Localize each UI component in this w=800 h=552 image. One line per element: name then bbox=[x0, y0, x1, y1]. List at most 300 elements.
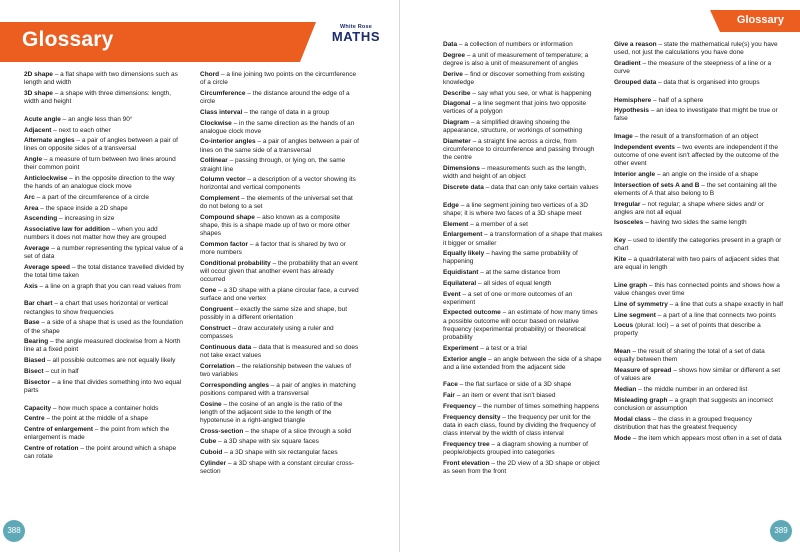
glossary-entry bbox=[200, 428, 360, 436]
glossary-entry bbox=[614, 107, 784, 123]
glossary-term: Line segment bbox=[614, 311, 656, 319]
glossary-definition: – a factor that is shared by two or more numbers bbox=[200, 241, 346, 257]
glossary-definition: – a 3D shape with six square faces bbox=[216, 438, 319, 446]
glossary-term: Cube bbox=[200, 438, 217, 446]
glossary-definition: – an angle on the inside of a shape bbox=[655, 170, 759, 178]
glossary-entry bbox=[443, 291, 603, 307]
glossary-term: Biased bbox=[24, 357, 46, 365]
glossary-term: Locus bbox=[614, 322, 634, 330]
glossary-term: Line graph bbox=[614, 281, 648, 289]
glossary-term: Circumference bbox=[200, 89, 246, 97]
glossary-definition: – a member of a set bbox=[468, 220, 528, 228]
glossary-term: Base bbox=[24, 319, 40, 327]
glossary-term: Alternate angles bbox=[24, 137, 75, 145]
glossary-entry bbox=[443, 250, 603, 266]
glossary-definition: – a side of a shape that is used as the foundation of the shape bbox=[24, 319, 184, 335]
glossary-term: 3D shape bbox=[24, 89, 53, 97]
glossary-definition: – having two sides the same length bbox=[643, 219, 747, 227]
glossary-term: Exterior angle bbox=[443, 355, 487, 363]
glossary-entry bbox=[200, 109, 360, 117]
glossary-entry bbox=[614, 133, 784, 141]
glossary-entry bbox=[443, 165, 603, 181]
glossary-definition: – a chart that uses horizontal or vertical rectangles to show frequencies bbox=[24, 300, 168, 316]
glossary-term: Edge bbox=[443, 201, 459, 209]
glossary-term: Construct bbox=[200, 324, 231, 332]
glossary-entry bbox=[443, 119, 603, 135]
glossary-definition: – the range of data in a group bbox=[242, 108, 330, 116]
glossary-definition: – two events are independent if the outcome of one event isn't affected by the outcome of the other event bbox=[614, 143, 779, 168]
glossary-definition: – a number representing the typical value of a set of data bbox=[24, 244, 184, 261]
section-spacer bbox=[614, 90, 784, 97]
glossary-definition: – the item which appears most often in a set of data bbox=[630, 434, 782, 442]
glossary-entry bbox=[24, 215, 184, 223]
glossary-term: Expected outcome bbox=[443, 309, 501, 317]
glossary-term: Interior angle bbox=[614, 170, 656, 178]
glossary-entry bbox=[24, 245, 184, 261]
glossary-entry bbox=[200, 120, 360, 136]
glossary-entry bbox=[443, 52, 603, 68]
glossary-tab bbox=[720, 10, 800, 32]
glossary-term: Cosine bbox=[200, 400, 222, 408]
glossary-term: Centre of rotation bbox=[24, 444, 79, 452]
glossary-entry bbox=[614, 60, 784, 76]
glossary-term: Cylinder bbox=[200, 459, 227, 467]
glossary-term: Experiment bbox=[443, 344, 479, 352]
glossary-entry bbox=[24, 300, 184, 316]
glossary-term: Element bbox=[443, 220, 469, 228]
glossary-entry bbox=[200, 176, 360, 192]
glossary-entry bbox=[443, 309, 603, 342]
glossary-definition: – when you add numbers it does not matter how they are grouped bbox=[24, 226, 166, 242]
glossary-definition: – the flat surface or side of a 3D shape bbox=[457, 381, 572, 389]
glossary-term: Average bbox=[24, 244, 50, 252]
glossary-definition: – data that is organised into groups bbox=[656, 78, 760, 86]
glossary-term: Line of symmetry bbox=[614, 300, 668, 308]
glossary-entry bbox=[443, 41, 603, 49]
glossary-definition: – find or discover something from existing knowledge bbox=[443, 70, 585, 86]
glossary-definition: – the result of sharing the total of a set of data equally between them bbox=[614, 348, 765, 364]
glossary-entry bbox=[614, 386, 784, 394]
page-number-left: 388 bbox=[3, 520, 25, 542]
glossary-definition: – a 3D shape with six rectangular faces bbox=[222, 449, 338, 457]
glossary-term: Area bbox=[24, 204, 39, 212]
logo-main-text: MATHS bbox=[331, 29, 381, 44]
glossary-definition: – next to each other bbox=[51, 126, 111, 134]
glossary-term: Adjacent bbox=[24, 126, 52, 134]
glossary-definition: – a line joining two points on the circumference of a circle bbox=[200, 71, 357, 87]
glossary-term: Ascending bbox=[24, 215, 58, 223]
glossary-term: Enlargement bbox=[443, 231, 483, 239]
glossary-definition: – the point from which the enlargement is made bbox=[24, 425, 170, 442]
section-spacer bbox=[614, 230, 784, 237]
glossary-term: Axis bbox=[24, 282, 38, 290]
glossary-entry bbox=[614, 219, 784, 227]
glossary-entry bbox=[24, 194, 184, 202]
glossary-entry bbox=[200, 71, 360, 87]
glossary-entry bbox=[443, 381, 603, 389]
glossary-entry bbox=[614, 79, 784, 87]
glossary-entry bbox=[443, 71, 603, 87]
glossary-definition: – a line segment joining two vertices of a 3D shape; it is where two faces of a 3D shape meet bbox=[443, 201, 588, 217]
glossary-definition: – the middle number in an ordered list bbox=[636, 386, 748, 393]
glossary-term: Event bbox=[443, 290, 461, 298]
glossary-term: Equally likely bbox=[443, 250, 485, 258]
glossary-term: Cross-section bbox=[200, 427, 244, 435]
glossary-entry bbox=[200, 260, 360, 285]
section-spacer bbox=[24, 398, 184, 405]
section-spacer bbox=[614, 126, 784, 133]
glossary-definition: – the point at the middle of a shape bbox=[44, 415, 148, 423]
glossary-term: Centre of enlargement bbox=[24, 425, 93, 433]
glossary-term: Hemisphere bbox=[614, 96, 652, 104]
glossary-definition: – not regular; a shape where sides and/ or angles are not all equal bbox=[614, 200, 764, 216]
section-spacer bbox=[24, 109, 184, 116]
glossary-entry bbox=[443, 356, 603, 372]
glossary-entry bbox=[24, 338, 184, 354]
glossary-entry bbox=[614, 237, 784, 253]
glossary-column bbox=[614, 41, 784, 445]
glossary-definition: – a transformation of a shape that makes it bigger or smaller bbox=[443, 231, 603, 247]
section-spacer bbox=[443, 374, 603, 381]
glossary-term: Misleading graph bbox=[614, 396, 668, 404]
glossary-definition: – state the mathematical rule(s) you have used, not just the calculations you have done bbox=[614, 41, 778, 57]
glossary-definition: – the set containing all the elements of A that also belong to B bbox=[614, 181, 777, 197]
glossary-definition: – a pair of angles between a pair of lines on the same side of a transversal bbox=[200, 138, 359, 154]
glossary-entry bbox=[200, 287, 360, 303]
glossary-definition: – an angle between the side of a shape and a line extended from the adjacent side bbox=[443, 355, 602, 371]
glossary-definition: – a test or a trial bbox=[478, 344, 527, 352]
glossary-term: Collinear bbox=[200, 157, 228, 165]
glossary-entry bbox=[614, 182, 784, 198]
glossary-term: Intersection of sets A and B bbox=[614, 181, 700, 189]
page-number-right: 389 bbox=[770, 520, 792, 542]
glossary-definition: – exactly the same size and shape, but possibly in a different orientation bbox=[200, 306, 348, 322]
glossary-term: Acute angle bbox=[24, 115, 61, 123]
glossary-term: Mean bbox=[614, 348, 631, 356]
glossary-entry bbox=[443, 90, 603, 98]
glossary-definition: – at the same distance from bbox=[478, 269, 561, 277]
glossary-entry bbox=[24, 116, 184, 124]
glossary-entry bbox=[24, 426, 184, 442]
glossary-definition: – the space inside a 2D shape bbox=[38, 204, 128, 212]
glossary-entry bbox=[443, 345, 603, 353]
glossary-definition: – an estimate of how many times a possible outcome will occur based on relative frequency (experimental probability) or theoretical probability bbox=[443, 309, 598, 342]
glossary-term: Cone bbox=[200, 287, 217, 295]
glossary-definition: – in the opposite direction to the way the hands of an analogue clock move bbox=[24, 175, 175, 191]
section-spacer bbox=[614, 275, 784, 282]
glossary-term: 2D shape bbox=[24, 71, 53, 78]
glossary-column bbox=[200, 71, 360, 479]
glossary-term: Chord bbox=[200, 71, 220, 78]
glossary-term: Complement bbox=[200, 195, 240, 203]
glossary-term: Mode bbox=[614, 434, 631, 442]
glossary-entry bbox=[614, 97, 784, 105]
glossary-term: Frequency bbox=[443, 402, 476, 410]
glossary-entry bbox=[24, 379, 184, 395]
glossary-term: Face bbox=[443, 381, 458, 389]
glossary-definition: – a 3D shape with a plane circular face, a curved surface and one vertex bbox=[200, 287, 359, 303]
glossary-definition: – a quadrilateral with two pairs of adjacent sides that are equal in length bbox=[614, 256, 780, 272]
glossary-term: Bearing bbox=[24, 338, 49, 346]
glossary-entry bbox=[614, 312, 784, 320]
glossary-definition: – half of a sphere bbox=[651, 96, 704, 104]
glossary-entry bbox=[200, 460, 360, 476]
tab-label: Glossary bbox=[736, 14, 784, 26]
glossary-definition: – a measure of turn between two lines around their common point bbox=[24, 156, 176, 172]
glossary-entry bbox=[200, 401, 360, 426]
glossary-definition: – all possible outcomes are not equally likely bbox=[45, 357, 176, 365]
glossary-term: Isosceles bbox=[614, 219, 644, 227]
glossary-definition: – the point around which a shape can rotate bbox=[24, 444, 177, 461]
glossary-definition: – data that can only take certain values bbox=[483, 184, 599, 192]
glossary-entry bbox=[443, 280, 603, 288]
glossary-term: Fair bbox=[443, 392, 455, 400]
glossary-entry bbox=[24, 445, 184, 461]
glossary-entry bbox=[443, 231, 603, 247]
glossary-entry bbox=[24, 71, 184, 87]
glossary-entry bbox=[24, 415, 184, 423]
glossary-term: Diameter bbox=[443, 138, 471, 146]
glossary-definition: – having the same probability of happening bbox=[443, 250, 578, 266]
glossary-term: Grouped data bbox=[614, 78, 657, 86]
glossary-entry bbox=[614, 301, 784, 309]
glossary-definition: – the frequency per unit for the data in each class, found by dividing the frequency of class interval by the width of class interval bbox=[443, 413, 596, 437]
glossary-entry bbox=[200, 363, 360, 379]
glossary-term: Arc bbox=[24, 193, 35, 201]
glossary-entry bbox=[443, 403, 603, 411]
glossary-entry bbox=[200, 382, 360, 398]
glossary-definition: – the relationship between the values of two variables bbox=[200, 362, 352, 378]
glossary-entry bbox=[443, 414, 603, 439]
glossary-term: Measure of spread bbox=[614, 367, 672, 375]
glossary-term: Equidistant bbox=[443, 269, 479, 277]
glossary-entry bbox=[24, 357, 184, 365]
glossary-entry bbox=[200, 438, 360, 446]
glossary-term: Gradient bbox=[614, 59, 641, 67]
glossary-term: Co-interior angles bbox=[200, 138, 256, 146]
glossary-term: Column vector bbox=[200, 176, 246, 184]
glossary-term: Conditional probability bbox=[200, 260, 271, 268]
glossary-definition: – an item or event that isn't biased bbox=[454, 392, 556, 400]
section-spacer bbox=[443, 195, 603, 202]
glossary-definition: – cut in half bbox=[43, 367, 79, 375]
glossary-entry bbox=[24, 90, 184, 106]
glossary-term: Key bbox=[614, 237, 626, 245]
glossary-definition: – a collection of numbers or information bbox=[457, 41, 573, 48]
glossary-entry bbox=[24, 127, 184, 135]
glossary-entry bbox=[614, 282, 784, 298]
glossary-entry bbox=[443, 184, 603, 192]
glossary-definition: – a line that cuts a shape exactly in half bbox=[667, 300, 784, 308]
glossary-entry bbox=[200, 344, 360, 360]
glossary-definition: – a graph that suggests an incorrect conclusion or assumption bbox=[614, 396, 773, 412]
glossary-entry bbox=[24, 175, 184, 191]
glossary-definition: – used to identify the categories present in a graph or chart bbox=[614, 237, 782, 253]
glossary-term: Bisector bbox=[24, 378, 51, 386]
glossary-entry bbox=[200, 449, 360, 457]
glossary-term: Hypothesis bbox=[614, 107, 650, 115]
page-title: Glossary bbox=[22, 28, 114, 51]
glossary-term: Associative law for addition bbox=[24, 226, 110, 234]
glossary-term: Class interval bbox=[200, 108, 243, 116]
glossary-term: Bisect bbox=[24, 367, 44, 375]
glossary-entry bbox=[200, 90, 360, 106]
glossary-entry bbox=[24, 156, 184, 172]
glossary-definition: – draw accurately using a ruler and compasses bbox=[200, 324, 334, 341]
glossary-term: Diagram bbox=[443, 119, 470, 127]
glossary-term: Anticlockwise bbox=[24, 175, 68, 183]
glossary-definition: – also known as a composite shape, this is a shape made up of two or more other shapes bbox=[200, 214, 350, 238]
glossary-definition: – a line that divides something into two equal parts bbox=[24, 378, 182, 394]
glossary-entry bbox=[443, 202, 603, 218]
glossary-definition: – the 2D view of a 3D shape or object as seen from the front bbox=[443, 459, 600, 475]
glossary-definition: – a unit of measurement of temperature; a degree is also a unit of measurement of angles bbox=[443, 51, 589, 67]
glossary-definition: – a simplified drawing showing the appearance, structure, or workings of something bbox=[443, 119, 583, 135]
glossary-definition: – say what you see, or what is happening bbox=[470, 89, 592, 97]
glossary-definition: – a pair of angles in matching positions compared with a transversal bbox=[200, 381, 356, 397]
right-page bbox=[400, 0, 800, 552]
glossary-definition: (plural: loci) – a set of points that describe a property bbox=[614, 322, 761, 338]
glossary-definition: – a pair of angles between a pair of lines on opposite sides of a transversal bbox=[24, 137, 178, 153]
glossary-entry bbox=[200, 195, 360, 211]
glossary-entry bbox=[614, 41, 784, 57]
glossary-term: Average speed bbox=[24, 263, 71, 271]
glossary-entry bbox=[614, 201, 784, 217]
glossary-term: Describe bbox=[443, 89, 471, 97]
glossary-definition: – all sides of equal length bbox=[476, 279, 552, 287]
glossary-definition: – the cosine of an angle is the ratio of the length of the adjacent side to the length of the hypotenuse in a right-angled triangle bbox=[200, 400, 343, 425]
glossary-definition: – an angle less than 90° bbox=[60, 115, 133, 123]
glossary-entry bbox=[443, 138, 603, 163]
section-spacer bbox=[24, 293, 184, 300]
glossary-entry bbox=[614, 322, 784, 338]
glossary-term: Modal class bbox=[614, 415, 651, 423]
glossary-definition: – increasing in size bbox=[57, 215, 115, 223]
glossary-entry bbox=[443, 441, 603, 457]
glossary-definition: – the elements of the universal set that do not belong to a set bbox=[200, 195, 353, 211]
glossary-term: Continuous data bbox=[200, 343, 252, 351]
white-rose-maths-logo bbox=[330, 24, 382, 43]
glossary-entry bbox=[24, 283, 184, 291]
section-spacer bbox=[614, 341, 784, 348]
glossary-definition: – a set of one or more outcomes of an experiment bbox=[443, 290, 573, 306]
glossary-entry bbox=[200, 214, 360, 239]
glossary-column bbox=[24, 71, 184, 464]
glossary-entry bbox=[200, 157, 360, 173]
glossary-term: Independent events bbox=[614, 143, 676, 151]
glossary-definition: – the result of a transformation of an object bbox=[632, 133, 759, 141]
glossary-definition: – data that is measured and so does not take exact values bbox=[200, 343, 359, 360]
glossary-term: Irregular bbox=[614, 200, 641, 208]
glossary-definition: – measurements such as the length, width and height of an object bbox=[443, 165, 587, 181]
glossary-entry bbox=[200, 241, 360, 257]
glossary-definition: – the distance around the edge of a circle bbox=[200, 89, 350, 106]
glossary-entry bbox=[614, 397, 784, 413]
glossary-term: Angle bbox=[24, 156, 43, 164]
glossary-term: Kite bbox=[614, 256, 627, 264]
glossary-term: Discrete data bbox=[443, 184, 484, 192]
glossary-entry bbox=[614, 435, 784, 443]
glossary-definition: – an idea to investigate that might be true or false bbox=[614, 107, 778, 123]
glossary-definition: – the number of times something happens bbox=[475, 402, 600, 410]
glossary-definition: – a flat shape with two dimensions such as length and width bbox=[24, 71, 178, 87]
glossary-definition: – a line on a graph that you can read values from bbox=[37, 282, 181, 290]
glossary-term: Image bbox=[614, 133, 633, 141]
glossary-term: Front elevation bbox=[443, 459, 490, 467]
glossary-entry bbox=[24, 205, 184, 213]
glossary-term: Degree bbox=[443, 51, 466, 59]
glossary-definition: – a shape with three dimensions: length, width and height bbox=[24, 89, 172, 106]
glossary-term: Frequency density bbox=[443, 413, 501, 421]
glossary-entry bbox=[200, 325, 360, 341]
glossary-definition: – shows how similar or different a set of values are bbox=[614, 367, 781, 383]
glossary-term: Corresponding angles bbox=[200, 381, 269, 389]
glossary-definition: – the total distance travelled divided by the total time taken bbox=[24, 263, 184, 280]
glossary-column bbox=[443, 41, 603, 478]
glossary-term: Clockwise bbox=[200, 119, 232, 127]
glossary-entry bbox=[614, 256, 784, 272]
glossary-definition: – a 3D shape with a constant circular cross-section bbox=[200, 459, 354, 476]
glossary-term: Cuboid bbox=[200, 449, 223, 457]
glossary-term: Dimensions bbox=[443, 165, 480, 173]
glossary-definition: – a line segment that joins two opposite vertices of a polygon bbox=[443, 100, 587, 116]
glossary-term: Equilateral bbox=[443, 279, 477, 287]
glossary-entry bbox=[614, 144, 784, 169]
glossary-entry bbox=[24, 137, 184, 153]
glossary-term: Give a reason bbox=[614, 41, 657, 48]
glossary-entry bbox=[614, 171, 784, 179]
glossary-term: Compound shape bbox=[200, 214, 255, 222]
glossary-term: Bar chart bbox=[24, 300, 53, 308]
glossary-entry bbox=[443, 269, 603, 277]
glossary-definition: – the shape of a slice through a solid bbox=[243, 427, 352, 435]
glossary-definition: – a description of a vector showing its horizontal and vertical components bbox=[200, 176, 356, 192]
glossary-term: Centre bbox=[24, 415, 45, 423]
glossary-definition: – a straight line across a circle, from circumference to circumference and passing through the centre bbox=[443, 138, 595, 162]
glossary-banner bbox=[0, 22, 300, 62]
glossary-entry bbox=[614, 416, 784, 432]
glossary-term: Diagonal bbox=[443, 100, 471, 108]
glossary-entry bbox=[24, 405, 184, 413]
glossary-term: Median bbox=[614, 386, 637, 393]
glossary-definition: – this has connected points and shows how a value changes over time bbox=[614, 281, 780, 298]
glossary-definition: – the angle measured clockwise from a North line at a fixed point bbox=[24, 338, 181, 354]
glossary-entry bbox=[24, 226, 184, 242]
glossary-definition: – the measure of the steepness of a line or a curve bbox=[614, 59, 772, 76]
glossary-term: Derive bbox=[443, 70, 463, 78]
glossary-definition: – a part of a line that connects two points bbox=[655, 311, 776, 319]
glossary-definition: – the class in a grouped frequency distribution that has the greatest frequency bbox=[614, 415, 753, 431]
glossary-definition: – a part of the circumference of a circle bbox=[34, 193, 150, 201]
logo-top-text: White Rose bbox=[340, 24, 372, 30]
glossary-entry bbox=[443, 392, 603, 400]
glossary-entry bbox=[443, 100, 603, 116]
glossary-term: Data bbox=[443, 41, 458, 48]
glossary-definition: – how much space a container holds bbox=[51, 404, 159, 412]
glossary-definition: – the probability that an event will occur given that another event has already occurred bbox=[200, 260, 358, 284]
glossary-entry bbox=[443, 460, 603, 476]
glossary-entry bbox=[200, 306, 360, 322]
glossary-term: Common factor bbox=[200, 241, 249, 249]
glossary-definition: – passing through, or lying on, the same straight line bbox=[200, 157, 346, 173]
glossary-term: Capacity bbox=[24, 404, 52, 412]
glossary-entry bbox=[24, 264, 184, 280]
glossary-entry bbox=[24, 368, 184, 376]
glossary-term: Congruent bbox=[200, 306, 233, 314]
glossary-term: Frequency tree bbox=[443, 440, 490, 448]
glossary-definition: – in the same direction as the hands of an analogue clock move bbox=[200, 119, 355, 135]
glossary-term: Correlation bbox=[200, 362, 235, 370]
